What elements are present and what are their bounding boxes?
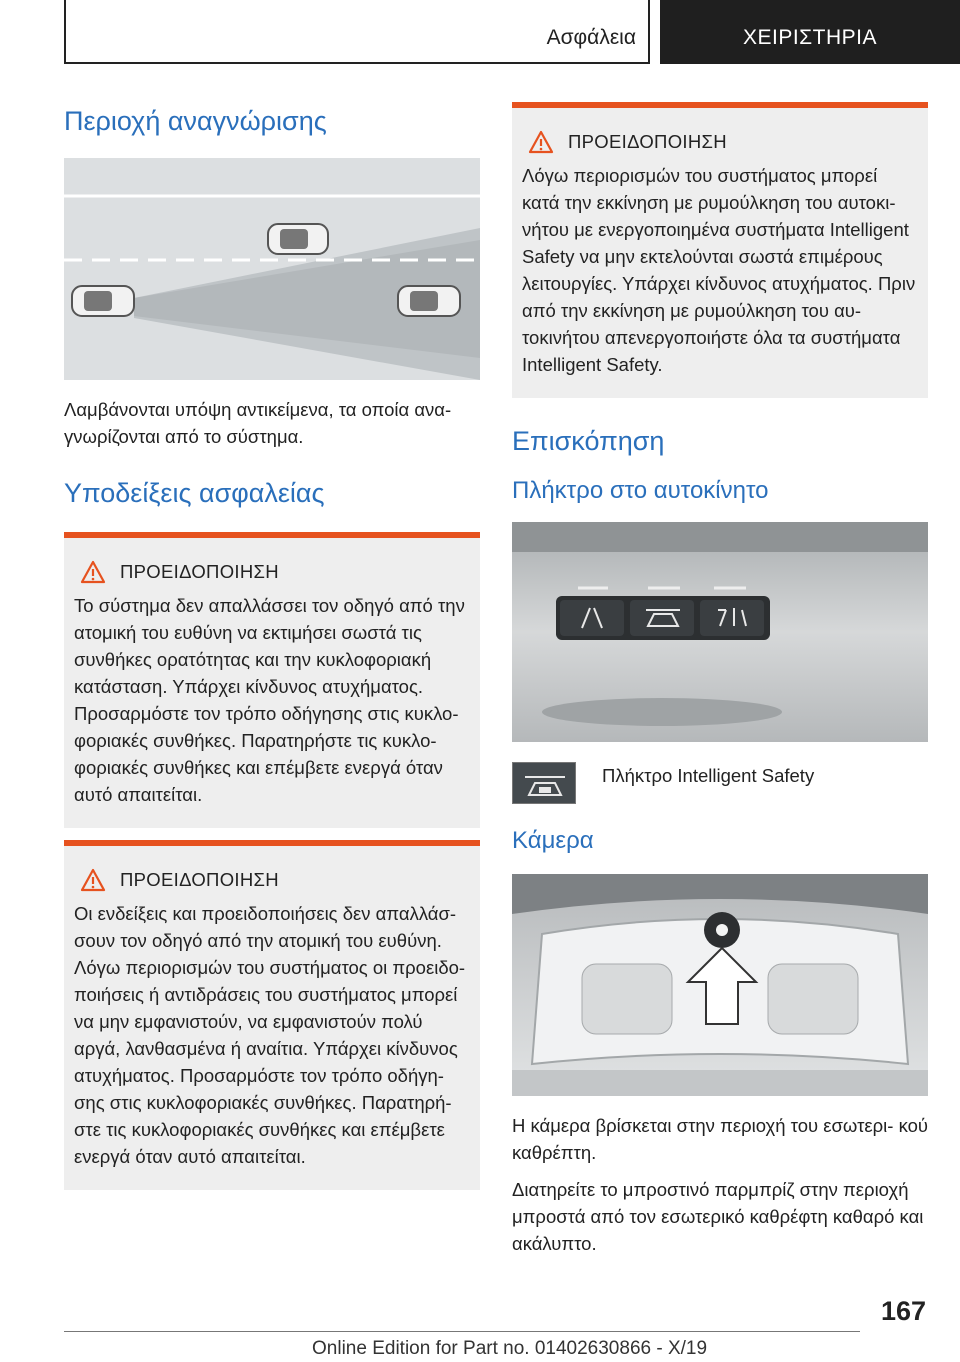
warning-box-1 <box>64 532 480 828</box>
intelligent-safety-key-thumbnail <box>512 762 576 804</box>
warning-text-2: Οι ενδείξεις και προειδοποιήσεις δεν απαλλάσ- σουν τον οδηγό από την ατομική του ευθύνη. Λόγω περιορισμών του συστήματος οι προειδο- ποιήσεις ή αντιδράσεις του συστήματος μπορεί να μην εμφανιστούν, να εμφανιστούν πολύ αργά, λανθασμένα ή αναίτια. Υπάρχει κίνδυνος ατυχήματος. Προσαρμόστε τον τρόπο οδήγη- σης στις κυκλοφοριακές συνθήκες. Παρατηρή- στε τις κυκλοφοριακές συνθήκες και επέμβετε ενεργά όταν αυτό απαιτείται. <box>74 903 466 1167</box>
warning-title-2: ΠΡΟΕΙΔΟΠΟΙΗΣΗ <box>120 869 279 890</box>
heading-camera: Κάμερα <box>512 827 594 854</box>
detection-area-illustration <box>64 158 480 380</box>
car-ahead-icon <box>398 286 460 316</box>
button-caption-text: Πλήκτρο Intelligent Safety <box>602 765 815 786</box>
warning-text-1: Το σύστημα δεν απαλλάσσει τον οδηγό από την ατομική του ευθύνη να εκτιμήσει σωστά τις συνθήκες ορατότητας και την κυκλοφοριακή κατάσταση. Υπάρχει κίνδυνος ατυχήματος. Προσαρμόστε τον τρόπο οδήγησης στις κυκλο- φοριακές συνθήκες. Παρατηρήστε τις κυκλο- φοριακές συνθήκες και επέμβετε ενεργά όταν αυτό απαιτείται. <box>74 595 465 805</box>
camera-photo-svg <box>512 874 928 1096</box>
warning-title-1: ΠΡΟΕΙΔΟΠΟΙΗΣΗ <box>120 561 279 582</box>
page-number: 167 <box>880 1296 926 1326</box>
header-chapter-box <box>660 0 960 64</box>
detection-area-svg <box>64 158 480 380</box>
heading-detection-area: Περιοχή αναγνώρισης <box>64 106 327 136</box>
car-ego-icon <box>72 286 134 316</box>
header-section-title: Ασφάλεια <box>546 26 636 49</box>
warning-header-3 <box>528 130 918 154</box>
footer-edition: Online Edition for Part no. 01402630866 - X/19 <box>312 1338 708 1359</box>
detection-area-text: Λαμβάνονται υπόψη αντικείμενα, τα οποία ανα- γνωρίζονται από το σύστημα. <box>64 399 452 447</box>
warning-triangle-icon <box>80 560 106 584</box>
camera-location-photo <box>512 874 928 1096</box>
heading-button-in-car: Πλήκτρο στο αυτοκίνητο <box>512 477 769 504</box>
warning-triangle-icon <box>80 868 106 892</box>
camera-location-text: Η κάμερα βρίσκεται στην περιοχή του εσωτερι- κού καθρέπτη. <box>512 1115 929 1163</box>
header-section-box <box>64 0 650 64</box>
warning-triangle-icon <box>528 130 554 154</box>
warning-title-3: ΠΡΟΕΙΔΟΠΟΙΗΣΗ <box>568 131 727 152</box>
warning-box-2 <box>64 840 480 1190</box>
button-caption-row <box>512 760 928 820</box>
button-panel-photo <box>512 522 928 742</box>
intelligent-safety-car-icon <box>513 763 577 805</box>
car-top-icon <box>268 224 328 254</box>
warning-header-2 <box>80 868 470 892</box>
camera-keep-clean-text: Διατηρείτε το μπροστινό παρμπρίζ στην περιοχή μπροστά από τον εσωτερικό καθρέφτη καθαρό και ακάλυπτο. <box>512 1179 924 1254</box>
heading-safety-notes: Υποδείξεις ασφαλείας <box>64 478 325 508</box>
warning-text-3: Λόγω περιορισμών του συστήματος μπορεί κατά την εκκίνηση με ρυμούλκηση του αυτοκι- νήτου με ενεργοποιημένα συστήματα Intelligent Safety να μην εκτελούνται σωστά επιμέρους λειτουργίες. Υπάρχει κίνδυνος ατυχήματος. Πριν από την εκκίνηση με ρυμούλκηση του αυ- τοκινήτου απενεργοποιήστε όλα τα συστήματα Intelligent Safety. <box>522 165 916 375</box>
heading-overview: Επισκόπηση <box>512 426 665 456</box>
left-column <box>64 96 480 1190</box>
warning-header-1 <box>80 560 470 584</box>
header-chapter-title: ΧΕΙΡΙΣΤΗΡΙΑ <box>742 26 877 49</box>
button-panel-svg <box>512 522 928 742</box>
right-column <box>512 96 928 1257</box>
warning-box-3 <box>512 102 928 398</box>
footer-divider <box>64 1331 860 1332</box>
